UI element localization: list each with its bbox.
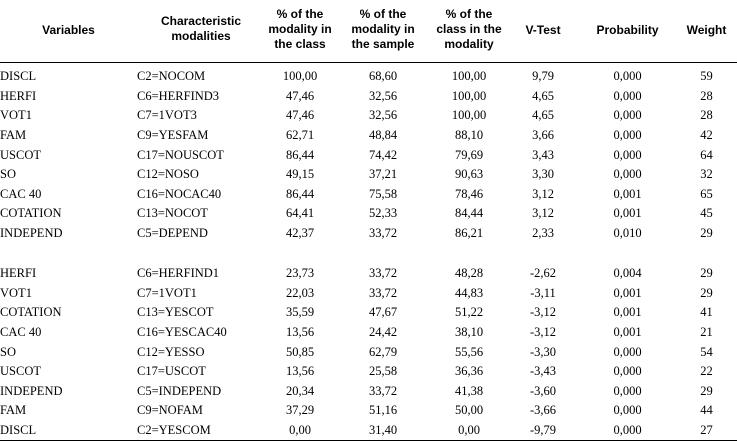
probability-cell: 0,001 [613, 186, 642, 201]
modality-cell: C16=NOCAC40 [137, 186, 222, 201]
modality-cell: C5=INDEPEND [137, 383, 222, 398]
probability-cell: 0,000 [613, 167, 642, 182]
characteristic-modalities-group-1 [0, 67, 737, 243]
variable-cell: CAC 40 [0, 186, 42, 201]
modality-cell: C12=NOSO [137, 167, 199, 182]
weight-cell: 29 [700, 383, 713, 398]
pct-class-cell: 13,56 [285, 364, 315, 379]
pct-class-cell: 64,41 [285, 206, 315, 221]
probability-cell: 0,010 [613, 226, 642, 241]
pct-sample-cell: 37,21 [368, 167, 398, 182]
probability-cell: 0,001 [613, 206, 642, 221]
header-variables: Variables [42, 23, 95, 37]
modality-cell: C2=YESCOM [137, 423, 211, 438]
pct-class-cell: 20,34 [285, 383, 315, 398]
probability-cell: 0,000 [613, 147, 642, 162]
weight-cell: 28 [700, 88, 713, 103]
vtest-cell: -3,11 [530, 285, 556, 300]
pct-class-cell: 62,71 [285, 128, 315, 143]
modality-cell: C9=YESFAM [137, 128, 209, 143]
pct-class-cell: 0,00 [289, 423, 311, 438]
pct-modality-cell: 100,00 [451, 88, 487, 103]
variable-cell: COTATION [0, 305, 62, 320]
table-row [0, 382, 737, 402]
modality-cell: C7=1VOT1 [137, 285, 197, 300]
table-row [0, 87, 737, 107]
modality-cell: C17=NOUSCOT [137, 147, 224, 162]
pct-class-cell: 86,44 [285, 147, 315, 162]
pct-class-cell: 47,46 [285, 88, 315, 103]
weight-cell: 59 [700, 69, 713, 84]
vtest-cell: -3,60 [529, 383, 557, 398]
table-row [0, 224, 737, 244]
variable-cell: SO [0, 167, 16, 182]
pct-modality-cell: 41,38 [454, 383, 484, 398]
header-pct-modality-in-class: % of the modality in the class [268, 7, 332, 51]
weight-cell: 41 [700, 305, 713, 320]
vtest-cell: 3,66 [532, 128, 554, 143]
weight-cell: 29 [700, 226, 713, 241]
pct-sample-cell: 32,56 [368, 108, 398, 123]
vtest-cell: -2,62 [529, 266, 557, 281]
modality-cell: C5=DEPEND [137, 226, 208, 241]
probability-cell: 0,000 [613, 88, 642, 103]
pct-modality-cell: 48,28 [454, 266, 484, 281]
modality-cell: C7=1VOT3 [137, 108, 197, 123]
header-vtest: V-Test [525, 23, 561, 37]
pct-sample-cell: 52,33 [368, 206, 398, 221]
variable-cell: FAM [0, 128, 27, 143]
variable-cell: SO [0, 344, 16, 359]
characteristic-modalities-group-2 [0, 264, 737, 440]
table-row [0, 185, 737, 205]
pct-modality-cell: 90,63 [454, 167, 484, 182]
pct-modality-cell: 84,44 [454, 206, 484, 221]
vtest-cell: 4,65 [532, 88, 554, 103]
pct-sample-cell: 33,72 [368, 226, 398, 241]
table-row [0, 284, 737, 304]
vtest-cell: 2,33 [532, 226, 554, 241]
pct-sample-cell: 51,16 [368, 403, 398, 418]
pct-modality-cell: 50,00 [454, 403, 484, 418]
vtest-cell: -3,30 [529, 344, 557, 359]
table-row [0, 145, 737, 165]
modality-cell: C6=HERFIND3 [137, 88, 220, 103]
pct-sample-cell: 31,40 [368, 423, 398, 438]
pct-sample-cell: 25,58 [368, 364, 398, 379]
header-characteristic-modalities: Characteristic modalities [160, 14, 242, 43]
pct-sample-cell: 33,72 [368, 285, 398, 300]
probability-cell: 0,001 [613, 325, 642, 340]
pct-modality-cell: 78,46 [454, 186, 484, 201]
pct-modality-cell: 55,56 [454, 344, 484, 359]
pct-modality-cell: 100,00 [451, 108, 487, 123]
variable-cell: HERFI [0, 266, 37, 281]
weight-cell: 44 [700, 403, 713, 418]
weight-cell: 22 [700, 364, 713, 379]
probability-cell: 0,000 [613, 383, 642, 398]
pct-class-cell: 13,56 [285, 325, 315, 340]
table-row [0, 362, 737, 382]
variable-cell: DISCL [0, 423, 37, 438]
pct-class-cell: 47,46 [285, 108, 315, 123]
table-row [0, 204, 737, 224]
table-header [0, 0, 737, 62]
vtest-cell: 3,12 [532, 186, 554, 201]
vtest-cell: 4,65 [532, 108, 554, 123]
pct-modality-cell: 36,36 [454, 364, 484, 379]
pct-modality-cell: 79,69 [454, 147, 484, 162]
header-pct-class-in-modality: % of the class in the modality [436, 7, 502, 51]
pct-modality-cell: 88,10 [454, 128, 484, 143]
header-rule [0, 62, 737, 63]
pct-class-cell: 42,37 [285, 226, 315, 241]
vtest-cell: 3,43 [532, 147, 554, 162]
vtest-cell: 3,12 [532, 206, 554, 221]
probability-cell: 0,000 [613, 128, 642, 143]
table-row [0, 303, 737, 323]
weight-cell: 42 [700, 128, 713, 143]
modality-cell: C9=NOFAM [137, 403, 203, 418]
vtest-cell: -3,43 [529, 364, 557, 379]
pct-class-cell: 100,00 [282, 69, 318, 84]
probability-cell: 0,000 [613, 108, 642, 123]
pct-modality-cell: 44,83 [454, 285, 484, 300]
pct-modality-cell: 86,21 [454, 226, 484, 241]
probability-cell: 0,000 [613, 423, 642, 438]
probability-cell: 0,000 [613, 364, 642, 379]
weight-cell: 64 [700, 147, 713, 162]
pct-sample-cell: 24,42 [368, 325, 398, 340]
header-probability: Probability [596, 23, 659, 37]
weight-cell: 28 [700, 108, 713, 123]
variable-cell: DISCL [0, 69, 37, 84]
weight-cell: 65 [700, 186, 713, 201]
pct-class-cell: 35,59 [285, 305, 315, 320]
pct-class-cell: 37,29 [285, 403, 315, 418]
weight-cell: 29 [700, 285, 713, 300]
vtest-cell: 3,30 [532, 167, 554, 182]
probability-cell: 0,000 [613, 69, 642, 84]
variable-cell: USCOT [0, 147, 41, 162]
pct-class-cell: 49,15 [285, 167, 315, 182]
pct-sample-cell: 33,72 [368, 383, 398, 398]
variable-cell: COTATION [0, 206, 62, 221]
modality-cell: C2=NOCOM [137, 69, 206, 84]
pct-modality-cell: 0,00 [458, 423, 480, 438]
variable-cell: FAM [0, 403, 27, 418]
weight-cell: 54 [700, 344, 713, 359]
vtest-cell: -3,12 [529, 305, 557, 320]
pct-sample-cell: 74,42 [368, 147, 398, 162]
vtest-cell: -3,66 [529, 403, 557, 418]
pct-sample-cell: 32,56 [368, 88, 398, 103]
modality-cell: C6=HERFIND1 [137, 266, 220, 281]
variable-cell: CAC 40 [0, 325, 42, 340]
variable-cell: VOT1 [0, 285, 32, 300]
probability-cell: 0,004 [613, 266, 642, 281]
table-row [0, 106, 737, 126]
table-row [0, 67, 737, 87]
header-pct-modality-in-sample: % of the modality in the sample [351, 7, 415, 51]
pct-modality-cell: 51,22 [454, 305, 484, 320]
pct-sample-cell: 75,58 [368, 186, 398, 201]
pct-modality-cell: 100,00 [451, 69, 487, 84]
pct-class-cell: 50,85 [285, 344, 315, 359]
weight-cell: 21 [700, 325, 713, 340]
modality-cell: C12=YESSO [137, 344, 205, 359]
pct-sample-cell: 48,84 [368, 128, 398, 143]
pct-class-cell: 23,73 [285, 266, 315, 281]
weight-cell: 32 [700, 167, 713, 182]
variable-cell: INDEPEND [0, 383, 63, 398]
table-row [0, 421, 737, 441]
table-row [0, 264, 737, 284]
probability-cell: 0,000 [613, 403, 642, 418]
table-row [0, 323, 737, 343]
pct-sample-cell: 33,72 [368, 266, 398, 281]
probability-cell: 0,001 [613, 305, 642, 320]
modality-cell: C13=NOCOT [137, 206, 208, 221]
header-weight: Weight [686, 23, 727, 37]
variable-cell: INDEPEND [0, 226, 63, 241]
probability-cell: 0,000 [613, 344, 642, 359]
modality-cell: C13=YESCOT [137, 305, 214, 320]
pct-sample-cell: 68,60 [368, 69, 398, 84]
variable-cell: VOT1 [0, 108, 32, 123]
modality-cell: C16=YESCAC40 [137, 325, 227, 340]
vtest-cell: -9,79 [529, 423, 557, 438]
weight-cell: 45 [700, 206, 713, 221]
variable-cell: HERFI [0, 88, 37, 103]
variable-cell: USCOT [0, 364, 41, 379]
table-row [0, 342, 737, 362]
weight-cell: 27 [700, 423, 713, 438]
pct-sample-cell: 62,79 [368, 344, 398, 359]
table-row [0, 126, 737, 146]
pct-sample-cell: 47,67 [368, 305, 398, 320]
pct-modality-cell: 38,10 [454, 325, 484, 340]
table-row [0, 165, 737, 185]
pct-class-cell: 86,44 [285, 186, 315, 201]
modality-cell: C17=USCOT [137, 364, 206, 379]
probability-cell: 0,001 [613, 285, 642, 300]
vtest-cell: 9,79 [532, 69, 554, 84]
pct-class-cell: 22,03 [285, 285, 315, 300]
table-row [0, 401, 737, 421]
weight-cell: 29 [700, 266, 713, 281]
vtest-cell: -3,12 [529, 325, 557, 340]
